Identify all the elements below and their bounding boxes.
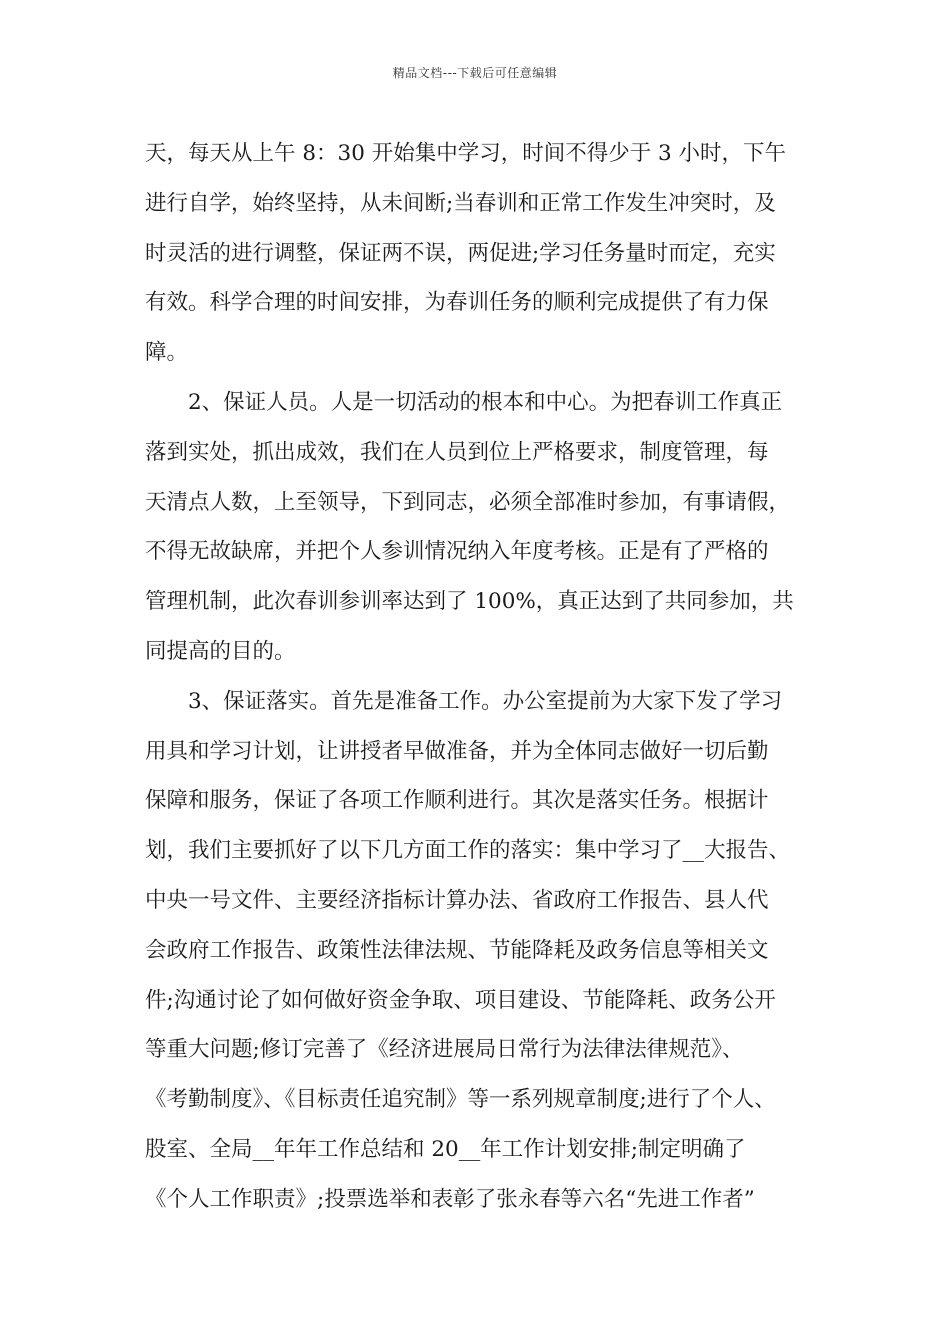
text-line: 管理机制，此次春训参训率达到了 100%，真正达到了共同参加，共 [145, 589, 794, 615]
text-line: 中央一号文件、主要经济指标计算办法、省政府工作报告、县人代 [145, 887, 769, 913]
text-line: 等重大问题;修订完善了《经济进展局日常行为法律法律规范》、 [145, 1037, 744, 1063]
text-line: 保障和服务，保证了各项工作顺利进行。其次是落实任务。根据计 [145, 788, 769, 814]
text-line: 《个人工作职责》;投票选举和表彰了张永春等六名“先进工作者” [145, 1186, 755, 1212]
text-line: 股室、全局__年年工作总结和 20__年工作计划安排;制定明确了 [145, 1136, 746, 1162]
text-line: 用具和学习计划，让讲授者早做准备，并为全体同志做好一切后勤 [145, 738, 769, 764]
text-line: 障。 [145, 340, 189, 366]
text-line: 天，每天从上午 8：30 开始集中学习，时间不得少于 3 小时，下午 [145, 141, 787, 166]
text-line: 会政府工作报告、政策性法律法规、节能降耗及政务信息等相关文 [145, 937, 769, 963]
document-body [145, 129, 825, 1225]
text-line: 划，我们主要抓好了以下几方面工作的落实：集中学习了__大报告、 [145, 838, 791, 864]
text-line: 时灵活的进行调整，保证两不误，两促进;学习任务量时而定，充实 [145, 240, 776, 266]
text-line: 不得无故缺席，并把个人参训情况纳入年度考核。正是有了严格的 [145, 539, 769, 565]
page-header: 精品文档---下载后可任意编辑 [392, 66, 558, 80]
paragraph-start-line: 3、保证落实。首先是准备工作。办公室提前为大家下发了学习 [188, 688, 783, 714]
paragraph-start-line: 2、保证人员。人是一切活动的根本和中心。为把春训工作真正 [188, 389, 783, 415]
text-line: 落到实处，抓出成效，我们在人员到位上严格要求，制度管理，每 [145, 439, 769, 465]
text-line: 进行自学，始终坚持，从未间断;当春训和正常工作发生冲突时，及 [145, 190, 776, 216]
text-line: 《考勤制度》、《目标责任追究制》等一系列规章制度;进行了个人、 [145, 1087, 776, 1113]
text-line: 有效。科学合理的时间安排，为春训任务的顺利完成提供了有力保 [145, 290, 769, 316]
text-line: 件;沟通讨论了如何做好资金争取、项目建设、节能降耗、政务公开 [145, 987, 776, 1013]
text-line: 天清点人数，上至领导，下到同志，必须全部准时参加，有事请假， [145, 489, 791, 515]
text-line: 同提高的目的。 [145, 638, 296, 664]
